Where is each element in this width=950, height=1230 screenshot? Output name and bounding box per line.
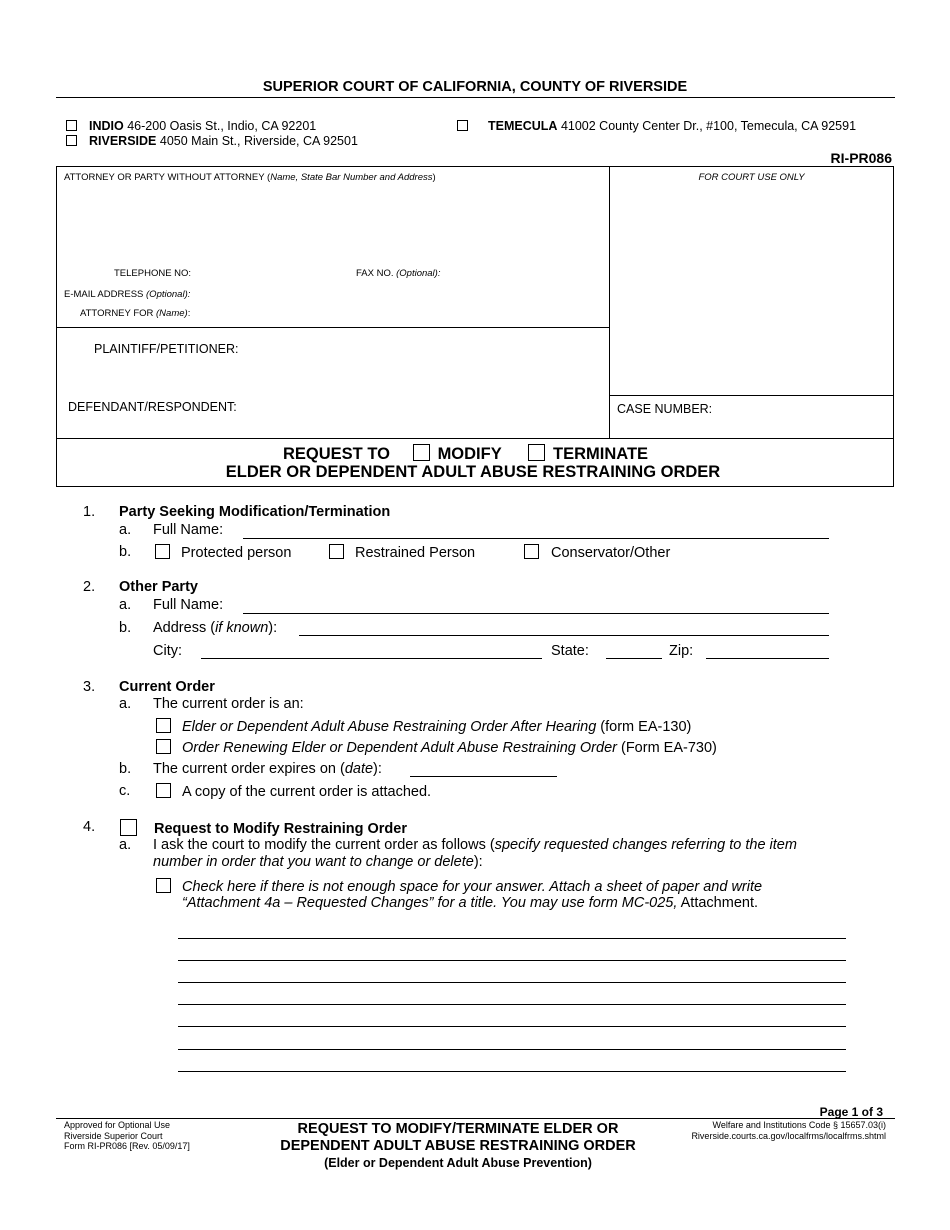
email-label: E-MAIL ADDRESS (Optional): [64, 289, 191, 300]
indio-name: INDIO [89, 119, 124, 133]
s4-a: a. [119, 837, 132, 853]
s2-a: a. [119, 597, 132, 613]
s3-a: a. [119, 696, 132, 712]
answer-line[interactable] [178, 960, 846, 961]
location-temecula [457, 119, 856, 133]
riverside-checkbox[interactable] [66, 135, 77, 146]
s4-text1: I ask the court to modify the current order as follows (specify requested changes referring to the item [153, 837, 797, 853]
s2-city-label: City: [153, 643, 182, 659]
answer-line[interactable] [178, 1026, 846, 1027]
restrained-checkbox[interactable] [329, 544, 344, 559]
caption-divider [609, 166, 610, 438]
header-rule [56, 97, 895, 98]
form-title-line2: ELDER OR DEPENDENT ADULT ABUSE RESTRAINING ORDER [225, 463, 721, 481]
s2-b: b. [119, 620, 132, 636]
answer-line[interactable] [178, 982, 846, 983]
s2-address-field[interactable] [299, 635, 829, 636]
title-rule [56, 438, 894, 439]
footer-right: Welfare and Institutions Code § 15657.03(i) Riverside.courts.ca.gov/localfrms/localfrms.shtml [691, 1120, 886, 1141]
more-space-checkbox[interactable] [156, 878, 171, 893]
s3-b: b. [119, 761, 132, 777]
defendant-label: DEFENDANT/RESPONDENT: [68, 400, 237, 414]
modify-label: MODIFY [437, 445, 502, 463]
form-number: RI-PR086 [830, 150, 892, 166]
s2-state-label: State: [551, 643, 589, 659]
temecula-checkbox[interactable] [457, 120, 468, 131]
footer-left: Approved for Optional Use Riverside Superior Court Form RI-PR086 [Rev. 05/09/17] [64, 1120, 190, 1151]
modify-request-checkbox[interactable] [120, 819, 137, 836]
s2-state-field[interactable] [606, 658, 662, 659]
s4-text2: number in order that you want to change or delete): [153, 854, 483, 870]
s1-full-name-field[interactable] [243, 538, 829, 539]
temecula-address: 41002 County Center Dr., #100, Temecula, CA 92591 [560, 119, 857, 133]
attorney-for-label: ATTORNEY FOR (Name): [80, 308, 191, 319]
s2-address-label: Address (if known): [153, 620, 278, 636]
court-use-label: FOR COURT USE ONLY [698, 172, 805, 183]
modify-checkbox[interactable] [413, 444, 430, 461]
s3-expires-label: The current order expires on (date): [153, 761, 382, 777]
s3-num: 3. [83, 679, 96, 695]
indio-address: 46-200 Oasis St., Indio, CA 92201 [127, 119, 317, 133]
s3-opt1: Elder or Dependent Adult Abuse Restraining Order After Hearing (form EA-130) [156, 718, 691, 735]
s2-heading: Other Party [119, 579, 198, 595]
location-riverside [66, 134, 358, 148]
s3-copy: A copy of the current order is attached. [156, 783, 431, 800]
s3-c: c. [119, 783, 131, 799]
ea730-checkbox[interactable] [156, 739, 171, 754]
fax-label: FAX NO. (Optional): [356, 268, 441, 279]
s4-heading: Request to Modify Restraining Order [120, 819, 407, 837]
s1-protected: Protected person [155, 544, 291, 561]
s1-full-name-label: Full Name: [153, 522, 224, 538]
s1-num: 1. [83, 504, 96, 520]
terminate-checkbox[interactable] [528, 444, 545, 461]
court-title: SUPERIOR COURT OF CALIFORNIA, COUNTY OF RIVERSIDE [262, 79, 688, 95]
protected-checkbox[interactable] [155, 544, 170, 559]
s1-heading: Party Seeking Modification/Termination [119, 504, 391, 520]
case-rule [609, 395, 894, 396]
s4-check: Check here if there is not enough space for your answer. Attach a sheet of paper and write [156, 878, 762, 895]
s1-conservator: Conservator/Other [524, 544, 670, 561]
page-number: Page 1 of 3 [819, 1105, 883, 1119]
s4-check-line2: “Attachment 4a – Requested Changes” for a title. You may use form MC-025, Attachment. [182, 895, 759, 911]
s1-restrained: Restrained Person [329, 544, 475, 561]
s2-full-name-field[interactable] [243, 613, 829, 614]
s3-heading: Current Order [119, 679, 215, 695]
copy-attached-checkbox[interactable] [156, 783, 171, 798]
plaintiff-label: PLAINTIFF/PETITIONER: [94, 342, 239, 356]
answer-line[interactable] [178, 1004, 846, 1005]
ea130-checkbox[interactable] [156, 718, 171, 733]
case-number-label: CASE NUMBER: [617, 402, 713, 416]
indio-checkbox[interactable] [66, 120, 77, 131]
location-indio [66, 119, 316, 133]
riverside-address: 4050 Main St., Riverside, CA 92501 [159, 134, 358, 148]
footer-center: REQUEST TO MODIFY/TERMINATE ELDER OR DEPENDENT ADULT ABUSE RESTRAINING ORDER (Elder or Dependent Adult Abuse Prevention) [280, 1121, 636, 1170]
s1-b: b. [119, 544, 132, 560]
s2-city-field[interactable] [201, 658, 542, 659]
attorney-label: ATTORNEY OR PARTY WITHOUT ATTORNEY (Name, State Bar Number and Address) [64, 172, 436, 183]
terminate-label: TERMINATE [553, 445, 649, 463]
riverside-name: RIVERSIDE [89, 134, 157, 148]
s2-full-name-label: Full Name: [153, 597, 224, 613]
s2-num: 2. [83, 579, 96, 595]
attorney-rule [56, 327, 609, 328]
s3-expires-field[interactable] [410, 776, 557, 777]
s2-zip-field[interactable] [706, 658, 829, 659]
s4-num: 4. [83, 819, 96, 835]
form-title-line1: REQUEST TO MODIFY TERMINATE [283, 445, 649, 463]
s3-opt2: Order Renewing Elder or Dependent Adult Abuse Restraining Order (Form EA-730) [156, 739, 717, 756]
temecula-name: TEMECULA [488, 119, 558, 133]
conservator-checkbox[interactable] [524, 544, 539, 559]
footer-rule [56, 1118, 895, 1119]
telephone-label: TELEPHONE NO: [114, 268, 192, 279]
answer-line[interactable] [178, 1049, 846, 1050]
s1-a: a. [119, 522, 132, 538]
s2-zip-label: Zip: [669, 643, 694, 659]
s3-current-is: The current order is an: [153, 696, 304, 712]
answer-line[interactable] [178, 1071, 846, 1072]
answer-line[interactable] [178, 938, 846, 939]
